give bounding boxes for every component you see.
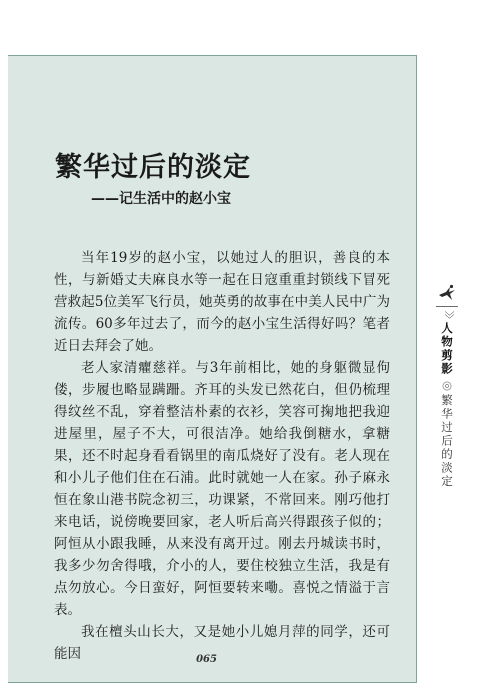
section-sidebar — [436, 284, 458, 489]
paragraph: 当年19岁的赵小宝，以她过人的胆识，善良的本性，与新婚丈夫麻良水等一起在日寇重重封锁线下冒死营救起5位美军飞行员，她英勇的故事在中美人民中广为流传。60多年过去了，而今的赵小宝生活得好吗？笔者近日去拜会了她。 — [54, 250, 390, 354]
chevron-icon: 〉〉 — [442, 311, 453, 322]
sidebar-section-label: 人物剪影 — [440, 322, 454, 376]
paragraph: 老人家清癯慈祥。与3年前相比，她的身躯微显佝偻，步履也略显蹒跚。齐耳的头发已然花白，但仍梳理得纹丝不乱，穿着整洁朴素的衣衫，笑容可掬地把我迎进屋里，屋子不大，可很洁净。她给我倒糖水，拿糖果，还不时起身看看锅里的南瓜烧好了没有。老人现在和小儿子他们住在石浦。此时就她一人在家。孙子麻永恒在象山港书院念初三，功课紧，不常回来。刚巧他打来电话，说傍晚要回家，老人听后高兴得跟孩子似的；阿恒从小跟我睡，从来没有离开过。刚去丹城读书时，我多少勿舍得哦，介小的人，要住校独立生活，我是有点勿放心。今日蛮好，阿恒要转来嘞。喜悦之情溢于言表。 — [54, 360, 390, 618]
flying-figure-icon — [437, 284, 457, 304]
article-subtitle: ——记生活中的赵小宝 — [91, 191, 231, 207]
bullet-icon: ◎ — [440, 378, 454, 392]
page-number: 065 — [196, 654, 217, 665]
article-body — [54, 247, 390, 665]
sidebar-divider — [436, 306, 458, 307]
sidebar-chapter-label: 繁华过后的淡定 — [440, 394, 454, 489]
article-title: 繁华过后的淡定 — [55, 152, 251, 183]
paragraph: 我在檀头山长大，又是她小儿媳月萍的同学，还可能因 — [54, 624, 390, 662]
sidebar-label-column — [439, 311, 455, 489]
